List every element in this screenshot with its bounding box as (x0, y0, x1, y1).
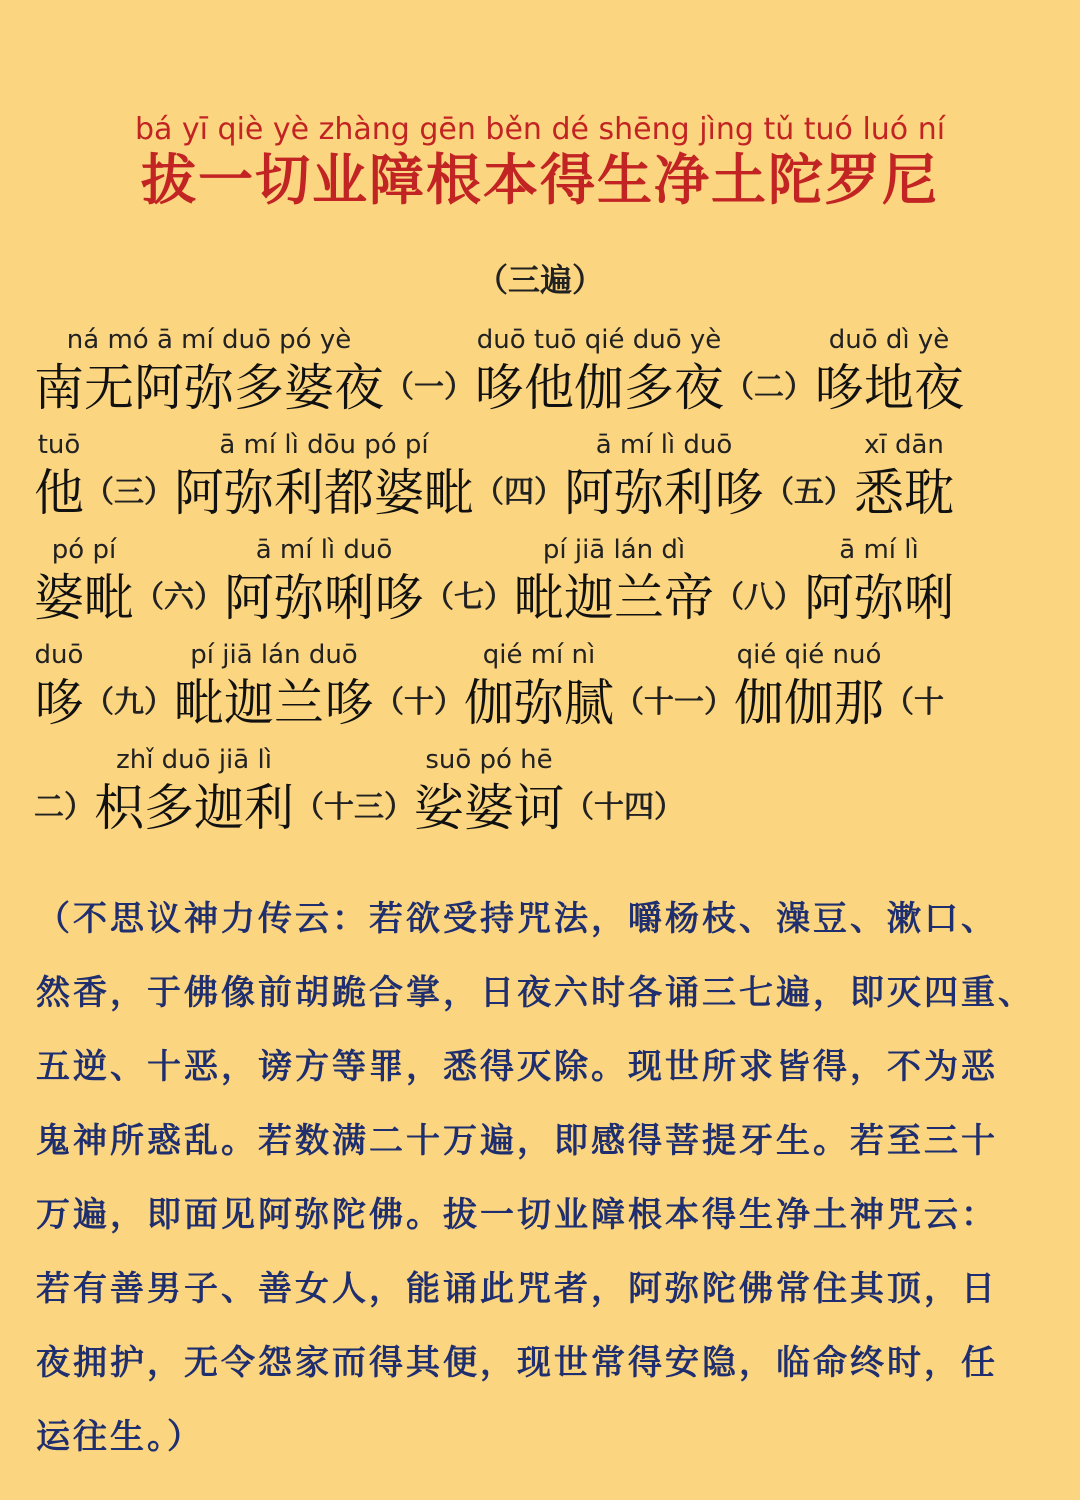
mantra-segment (814, 323, 964, 419)
verse-number: （四） (474, 475, 564, 510)
verse-number: （十一） (614, 685, 734, 720)
mantra-body (34, 323, 1054, 848)
verse-number: （八） (714, 580, 804, 615)
mantra-segment (474, 323, 724, 419)
commentary-note (36, 882, 1046, 1474)
hanzi: 他 (34, 464, 84, 522)
note-line: 运往生。） (36, 1417, 204, 1457)
note-line: 五逆、十恶，谤方等罪，悉得灭除。现世所求皆得，不为恶 (36, 1047, 998, 1087)
mantra-line (34, 323, 1054, 428)
pinyin: suō pó hē (425, 745, 553, 775)
mantra-segment (34, 533, 134, 629)
hanzi: 毗迦兰哆 (174, 674, 374, 732)
hanzi: 阿弥利哆 (564, 464, 764, 522)
mantra-segment (174, 428, 474, 524)
subtitle-repeat-count: （三遍） (475, 261, 604, 299)
mantra-segment (854, 428, 954, 524)
pinyin: ā mí lì (839, 535, 919, 565)
note-line: 夜拥护，无令怨家而得其便，现世常得安隐，临命终时，任 (36, 1343, 998, 1383)
mantra-segment (224, 533, 424, 629)
verse-number: （七） (424, 580, 514, 615)
pinyin: ā mí lì dōu pó pí (219, 430, 429, 460)
hanzi: 阿弥唎 (804, 569, 954, 627)
pinyin: tuō (37, 430, 81, 460)
note-line: 若有善男子、善女人，能诵此咒者，阿弥陀佛常住其顶，日 (36, 1269, 998, 1309)
verse-number: （九） (84, 685, 174, 720)
hanzi: 阿弥唎哆 (224, 569, 424, 627)
pinyin: duō (34, 640, 84, 670)
pinyin: duō tuō qié duō yè (476, 325, 722, 355)
pinyin: pí jiā lán duō (190, 640, 358, 670)
title-block (0, 112, 1080, 212)
hanzi: 哆他伽多夜 (474, 359, 724, 417)
note-line: 然香，于佛像前胡跪合掌，日夜六时各诵三七遍，即灭四重、 (36, 973, 1035, 1013)
pinyin: qié mí nì (482, 640, 596, 670)
mantra-segment (34, 323, 384, 419)
hanzi: 枳多迦利 (94, 779, 294, 837)
hanzi: 毗迦兰帝 (514, 569, 714, 627)
note-line: 万遍，即面见阿弥陀佛。拔一切业障根本得生净土神咒云： (36, 1195, 998, 1235)
pinyin: qié qié nuó (736, 640, 882, 670)
mantra-segment (414, 743, 564, 839)
mantra-segment (564, 428, 764, 524)
hanzi: 南无阿弥多婆夜 (34, 359, 384, 417)
mantra-line (34, 743, 1054, 848)
mantra-segment (34, 428, 84, 524)
pinyin: pó pí (51, 535, 117, 565)
verse-number: （十三） (294, 790, 414, 825)
mantra-segment (514, 533, 714, 629)
title-hanzi: 拔一切业障根本得生净土陀罗尼 (140, 148, 939, 212)
verse-number: 二） (34, 790, 94, 825)
mantra-segment (94, 743, 294, 839)
verse-number: （二） (724, 370, 814, 405)
mantra-segment (734, 638, 884, 734)
note-line: 鬼神所惑乱。若数满二十万遍，即感得菩提牙生。若至三十 (36, 1121, 998, 1161)
hanzi: 悉耽 (854, 464, 954, 522)
pinyin: duō dì yè (828, 325, 950, 355)
mantra-line (34, 638, 1054, 743)
pinyin: pí jiā lán dì (542, 535, 686, 565)
pinyin: zhǐ duō jiā lì (116, 745, 272, 775)
verse-number: （十四） (564, 790, 684, 825)
pinyin: ná mó ā mí duō pó yè (66, 325, 352, 355)
hanzi: 伽弥腻 (464, 674, 614, 732)
hanzi: 阿弥利都婆毗 (174, 464, 474, 522)
pinyin: ā mí lì duō (255, 535, 393, 565)
mantra-segment (804, 533, 954, 629)
mantra-segment (34, 638, 84, 734)
verse-number: （三） (84, 475, 174, 510)
note-line: （不思议神力传云：若欲受持咒法，嚼杨枝、澡豆、漱口、 (36, 899, 998, 939)
hanzi: 婆毗 (34, 569, 134, 627)
title-pinyin: bá yī qiè yè zhàng gēn běn dé shēng jìng tǔ tuó luó ní (134, 112, 946, 147)
verse-number: （十 (884, 685, 944, 720)
hanzi: 哆地夜 (814, 359, 964, 417)
verse-number: （五） (764, 475, 854, 510)
mantra-line (34, 533, 1054, 638)
verse-number: （六） (134, 580, 224, 615)
mantra-segment (174, 638, 374, 734)
pinyin: ā mí lì duō (595, 430, 733, 460)
pinyin: xī dān (864, 430, 944, 460)
hanzi: 哆 (34, 674, 84, 732)
mantra-line (34, 428, 1054, 533)
verse-number: （十） (374, 685, 464, 720)
hanzi: 娑婆诃 (414, 779, 564, 837)
hanzi: 伽伽那 (734, 674, 884, 732)
mantra-segment (464, 638, 614, 734)
verse-number: （一） (384, 370, 474, 405)
